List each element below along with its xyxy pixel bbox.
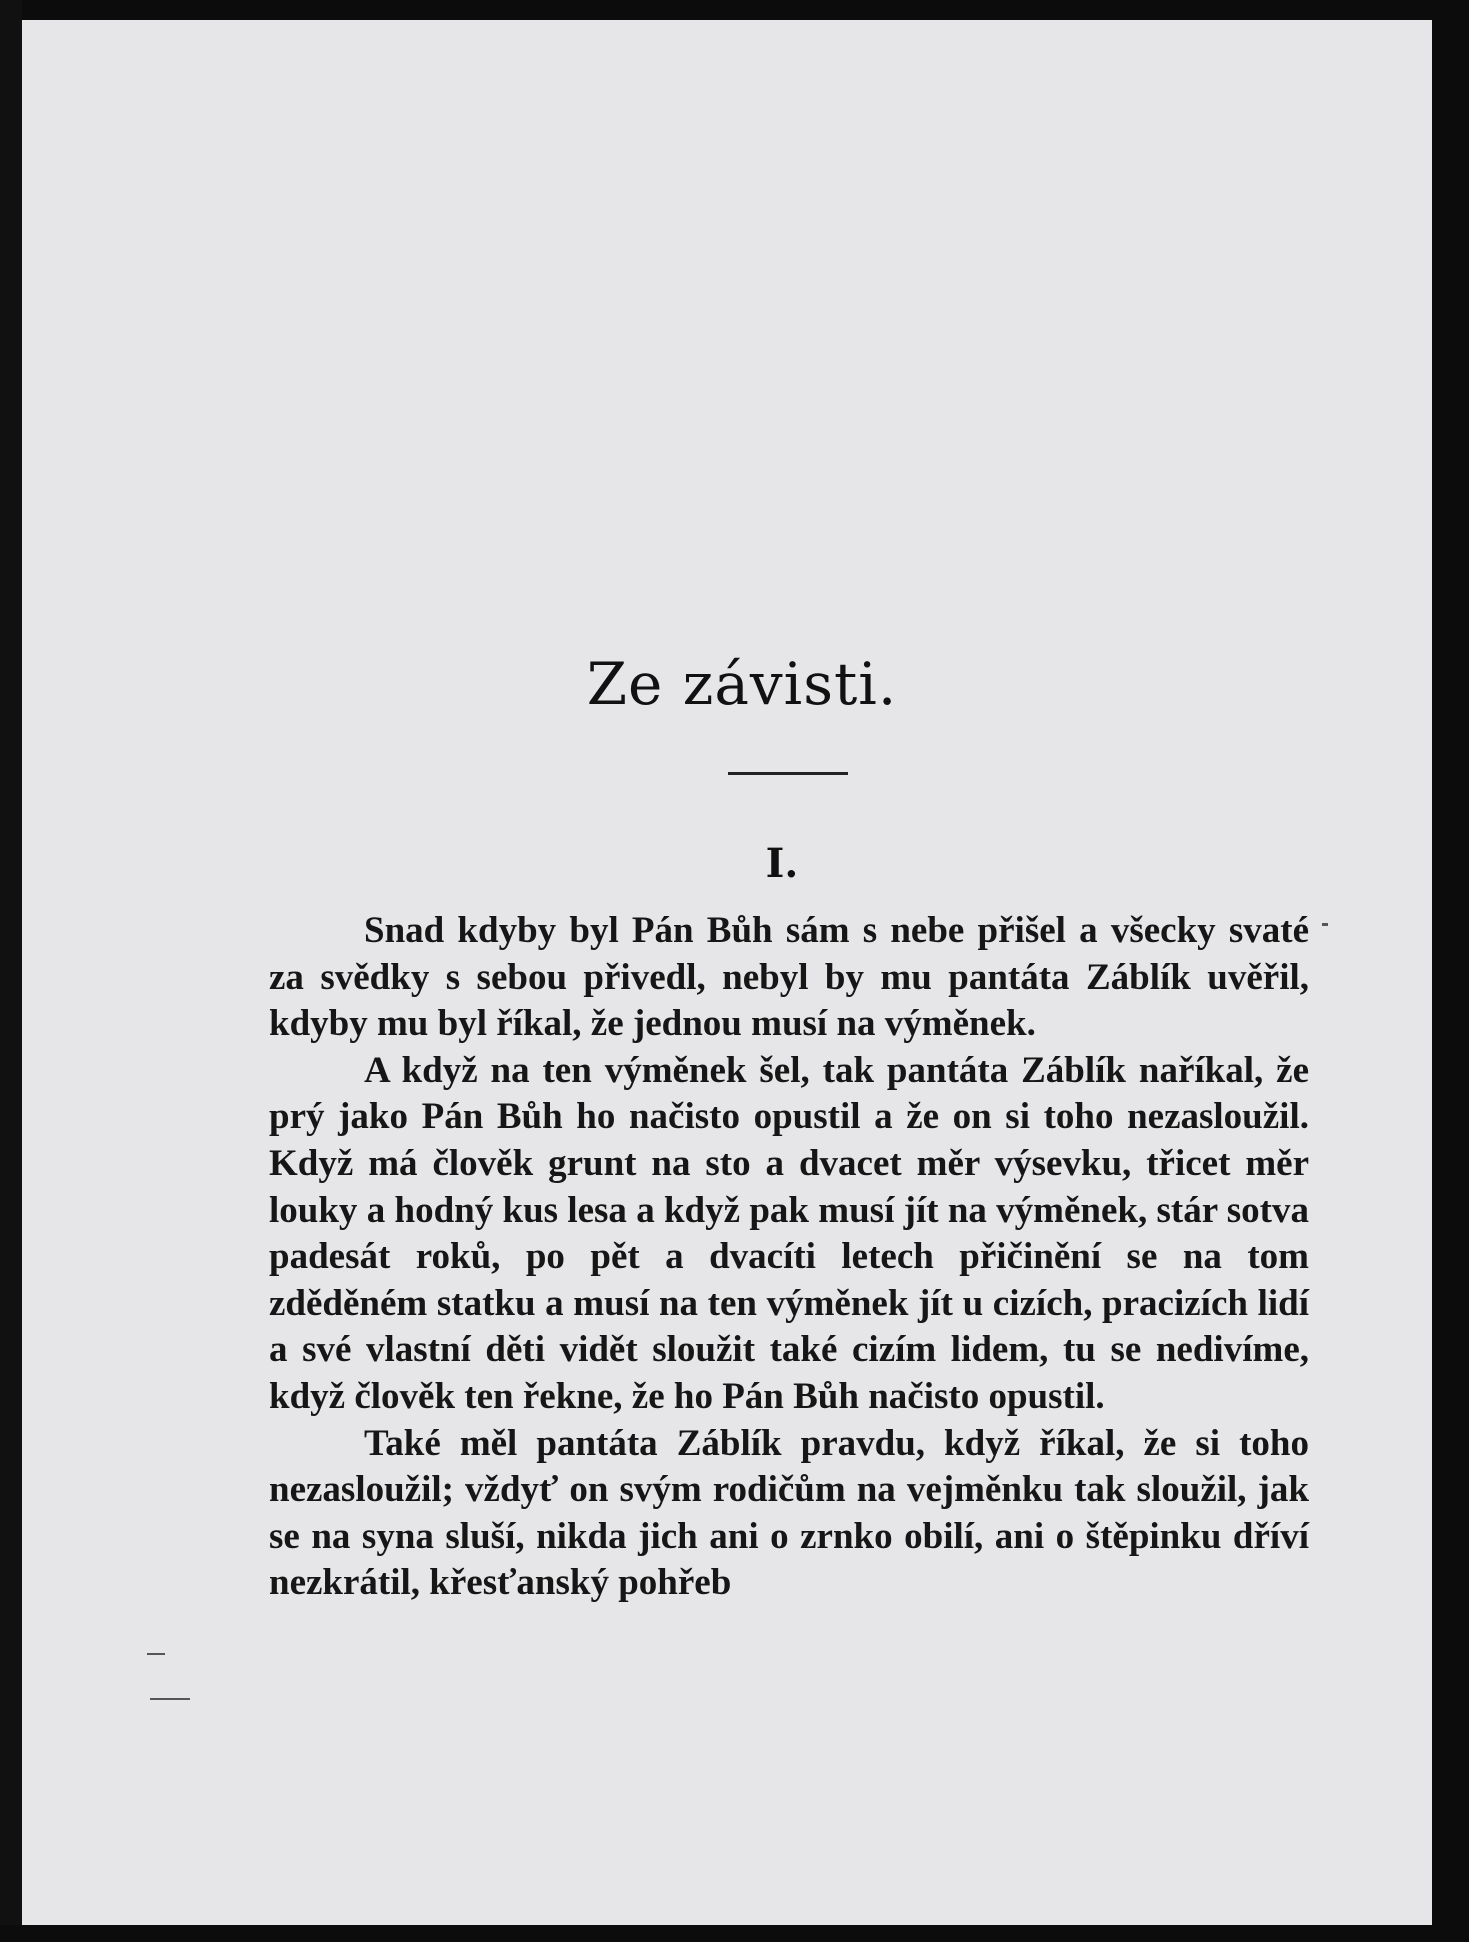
scan-border-top	[0, 0, 1469, 20]
scan-border-bottom	[0, 1925, 1469, 1942]
margin-mark	[150, 1698, 190, 1700]
margin-mark	[147, 1653, 165, 1655]
chapter-number: I.	[765, 840, 799, 887]
page-title: Ze závisti.	[586, 650, 898, 718]
title-divider	[728, 772, 848, 775]
scan-border-right	[1432, 0, 1469, 1942]
book-page	[22, 20, 1432, 1925]
paragraph-2: A když na ten výměnek šel, tak pantáta Záblík naříkal, že prý jako Pán Bůh ho načisto opustil a že on si toho nezasloužil. Když má člověk grunt na sto a dvacet měr výsevku, třicet měr louky a hodný kus lesa a když pak musí jít na výměnek, stár sotva padesát roků, po pět a dvacíti letech přičinění se na tom zděděném statku a musí na ten výměnek jít u cizích, pracizích lidí a své vlastní děti vidět sloužit také cizím lidem, tu se nedivíme, když člověk ten řekne, že ho Pán Bůh načisto opustil.	[269, 1049, 1309, 1417]
paragraph-3: Také měl pantáta Záblík pravdu, když říkal, že si toho nezasloužil; vždyť on svým rodičům na vejměnku tak sloužil, jak se na syna sluší, nikda jich ani o zrnko obilí, ani o štěpinku dříví nezkrátil, křesťanský pohřeb	[269, 1422, 1309, 1604]
body-text	[269, 908, 1309, 1607]
paragraph-1: Snad kdyby byl Pán Bůh sám s nebe přišel a všecky svaté za svědky s sebou přivedl, nebyl by mu pantáta Záblík uvěřil, kdyby mu byl říkal, že jednou musí na výměnek.	[269, 910, 1309, 1045]
scan-border-left	[0, 0, 22, 1942]
margin-mark	[1322, 923, 1328, 926]
